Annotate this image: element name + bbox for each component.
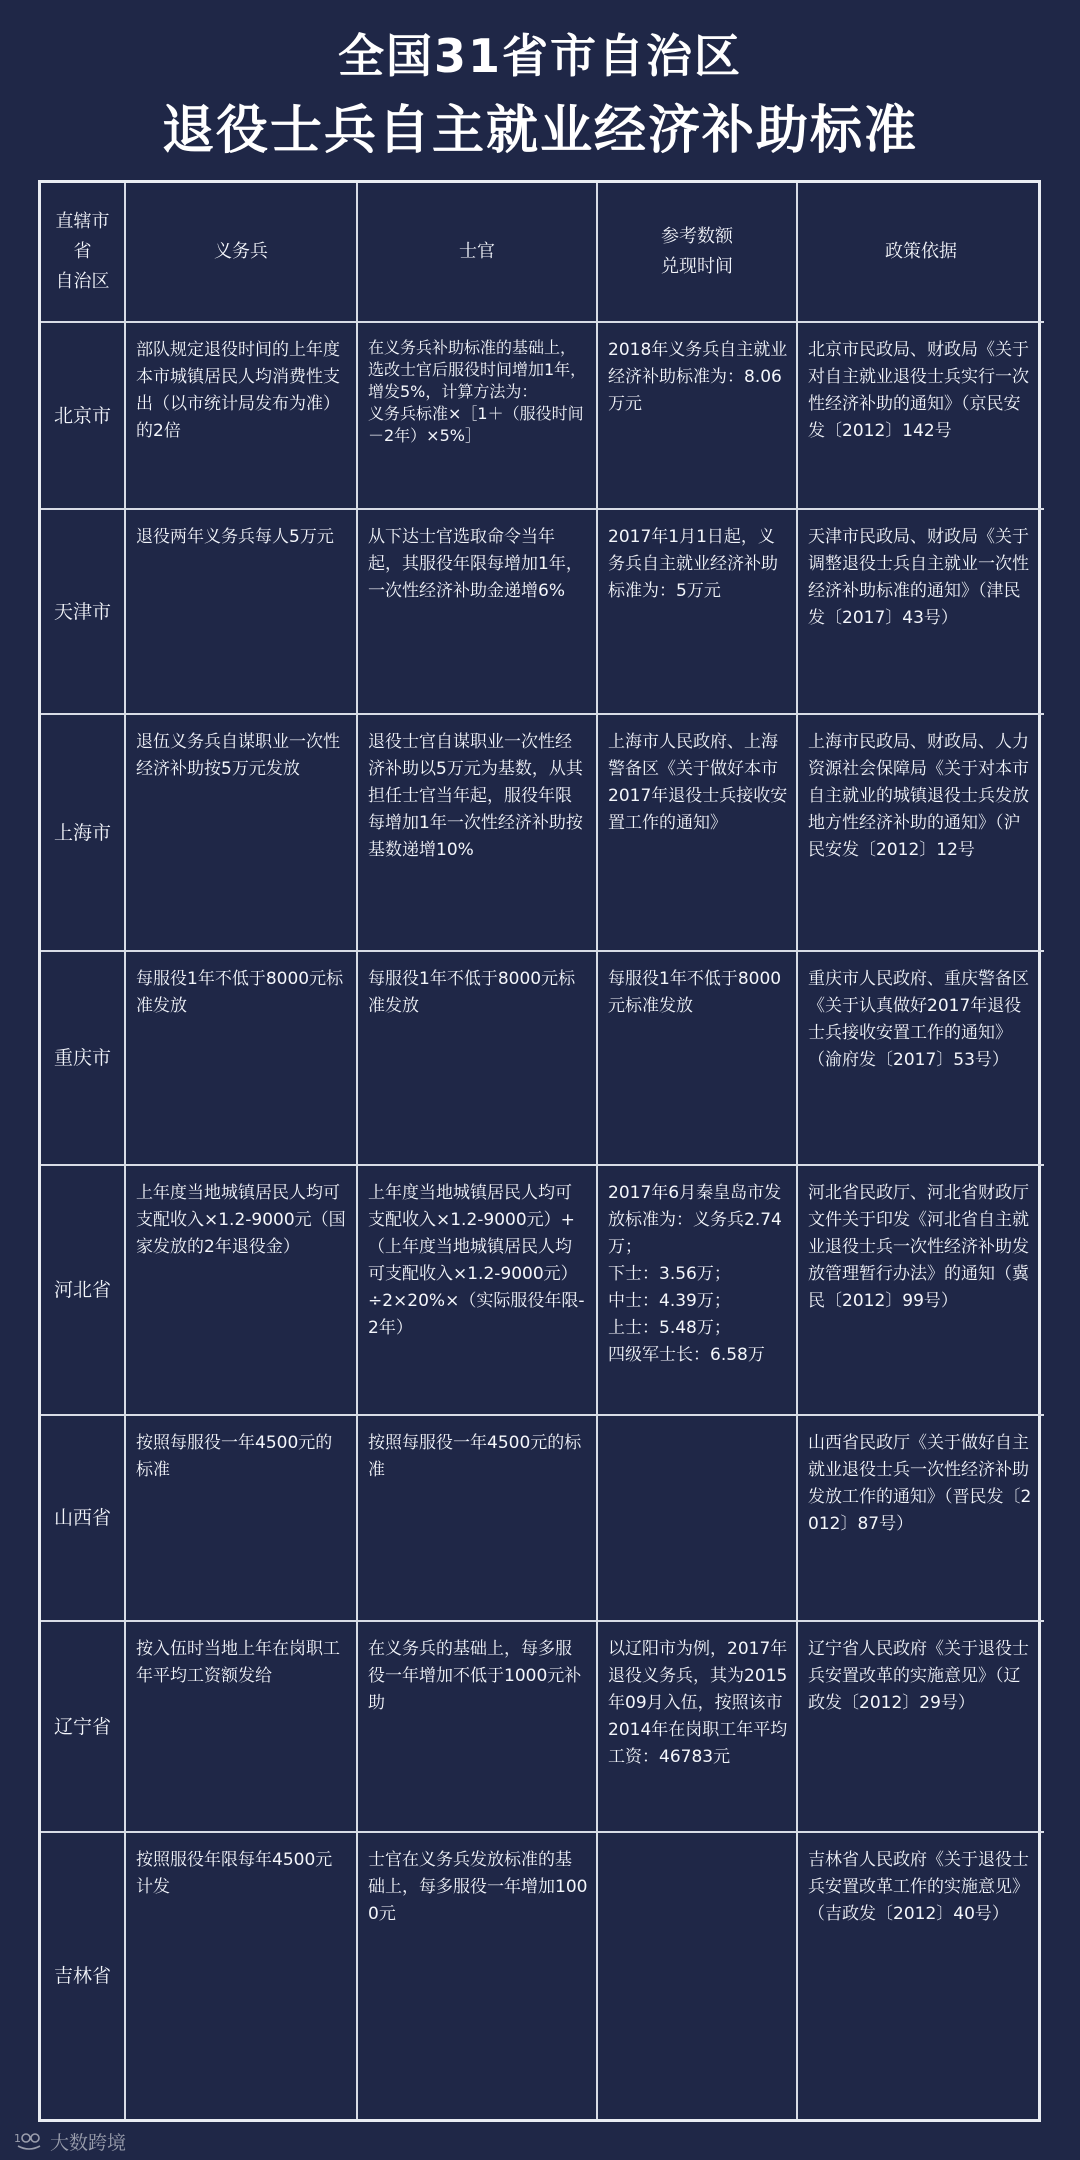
- brand-logo-icon: [14, 2130, 44, 2152]
- header-reference: 参考数额 兑现时间: [598, 183, 798, 323]
- brand-watermark: [14, 2128, 126, 2154]
- svg-text:1: 1: [14, 2132, 21, 2145]
- header-conscript: 义务兵: [126, 183, 358, 323]
- row-nco: 从下达士官选取命令当年起，其服役年限每增加1年，一次性经济补助金递增6%: [358, 510, 598, 715]
- row-region: 吉林省: [41, 1833, 126, 2119]
- row-nco: 退役士官自谋职业一次性经济补助以5万元为基数，从其担任士官当年起，服役年限每增加1年一次性经济补助按基数递增10%: [358, 715, 598, 952]
- row-reference: 上海市人民政府、上海警备区《关于做好本市2017年退役士兵接收安置工作的通知》: [598, 715, 798, 952]
- row-nco: 士官在义务兵发放标准的基础上，每多服役一年增加1000元: [358, 1833, 598, 2119]
- page-title-line1: 全国31省市自治区: [337, 29, 742, 83]
- header-policy: 政策依据: [798, 183, 1044, 323]
- row-reference: [598, 1833, 798, 2119]
- header-region: 直辖市 省 自治区: [41, 183, 126, 323]
- row-policy: 辽宁省人民政府《关于退役士兵安置改革的实施意见》（辽政发〔2012〕29号）: [798, 1622, 1044, 1833]
- row-reference: 每服役1年不低于8000元标准发放: [598, 952, 798, 1166]
- row-conscript: 每服役1年不低于8000元标准发放: [126, 952, 358, 1166]
- row-reference: [598, 1416, 798, 1622]
- header-nco: 士官: [358, 183, 598, 323]
- row-policy: 上海市民政局、财政局、人力资源社会保障局《关于对本市自主就业的城镇退役士兵发放地方性经济补助的通知》（沪民安发〔2012〕12号: [798, 715, 1044, 952]
- row-nco: 上年度当地城镇居民人均可支配收入×1.2-9000元）+（上年度当地城镇居民人均可支配收入×1.2-9000元）÷2×20%×（实际服役年限-2年）: [358, 1166, 598, 1416]
- row-region: 山西省: [41, 1416, 126, 1622]
- row-reference: 2018年义务兵自主就业经济补助标准为：8.06万元: [598, 323, 798, 510]
- row-nco: 在义务兵的基础上，每多服役一年增加不低于1000元补助: [358, 1622, 598, 1833]
- row-policy: 天津市民政局、财政局《关于调整退役士兵自主就业一次性经济补助标准的通知》（津民发〔2017〕43号）: [798, 510, 1044, 715]
- row-nco: 在义务兵补助标准的基础上，选改士官后服役时间增加1年，增发5%，计算方法为： 义务兵标准×［1＋（服役时间－2年）×5%］: [358, 323, 598, 510]
- row-policy: 吉林省人民政府《关于退役士兵安置改革工作的实施意见》（吉政发〔2012〕40号）: [808, 1850, 1029, 1924]
- row-reference: 以辽阳市为例，2017年退役义务兵，其为2015年09月入伍，按照该市2014年在岗职工年平均工资：46783元: [598, 1622, 798, 1833]
- row-policy: 山西省民政厅《关于做好自主就业退役士兵一次性经济补助发放工作的通知》（晋民发〔2012〕87号）: [798, 1416, 1044, 1622]
- row-conscript: 上年度当地城镇居民人均可支配收入×1.2-9000元（国家发放的2年退役金）: [126, 1166, 358, 1416]
- row-policy: 河北省民政厅、河北省财政厅文件关于印发《河北省自主就业退役士兵一次性经济补助发放管理暂行办法》的通知（冀民〔2012〕99号）: [798, 1166, 1044, 1416]
- subsidy-standards-table: [38, 180, 1041, 2122]
- row-nco: 按照每服役一年4500元的标准: [358, 1416, 598, 1622]
- row-region: 重庆市: [41, 952, 126, 1166]
- row-conscript: 按入伍时当地上年在岗职工年平均工资额发给: [126, 1622, 358, 1833]
- row-region: 天津市: [41, 510, 126, 715]
- row-nco: 每服役1年不低于8000元标准发放: [358, 952, 598, 1166]
- row-region: 北京市: [41, 323, 126, 510]
- row-reference: 2017年6月秦皇岛市发放标准为：义务兵2.74万； 下士：3.56万； 中士：4.39万； 上士：5.48万； 四级军士长：6.58万: [598, 1166, 798, 1416]
- row-region: 河北省: [41, 1166, 126, 1416]
- row-conscript: 退役两年义务兵每人5万元: [126, 510, 358, 715]
- row-region: 上海市: [41, 715, 126, 952]
- row-region: 辽宁省: [41, 1622, 126, 1833]
- row-policy: 北京市民政局、财政局《关于对自主就业退役士兵实行一次性经济补助的通知》（京民安发〔2012〕142号: [798, 323, 1044, 510]
- row-policy: 重庆市人民政府、重庆警备区《关于认真做好2017年退役士兵接收安置工作的通知》（渝府发〔2017〕53号）: [798, 952, 1044, 1166]
- row-conscript: 退伍义务兵自谋职业一次性经济补助按5万元发放: [126, 715, 358, 952]
- page-title-line2: 退役士兵自主就业经济补助标准: [161, 101, 918, 161]
- row-reference: 2017年1月1日起，义务兵自主就业经济补助标准为：5万元: [598, 510, 798, 715]
- row-conscript: 按照服役年限每年4500元计发: [126, 1833, 358, 2119]
- row-conscript: 按照每服役一年4500元的标准: [126, 1416, 358, 1622]
- row-conscript: 部队规定退役时间的上年度本市城镇居民人均消费性支出（以市统计局发布为准）的2倍: [126, 323, 358, 510]
- watermark-text: 大数跨境: [50, 2131, 127, 2154]
